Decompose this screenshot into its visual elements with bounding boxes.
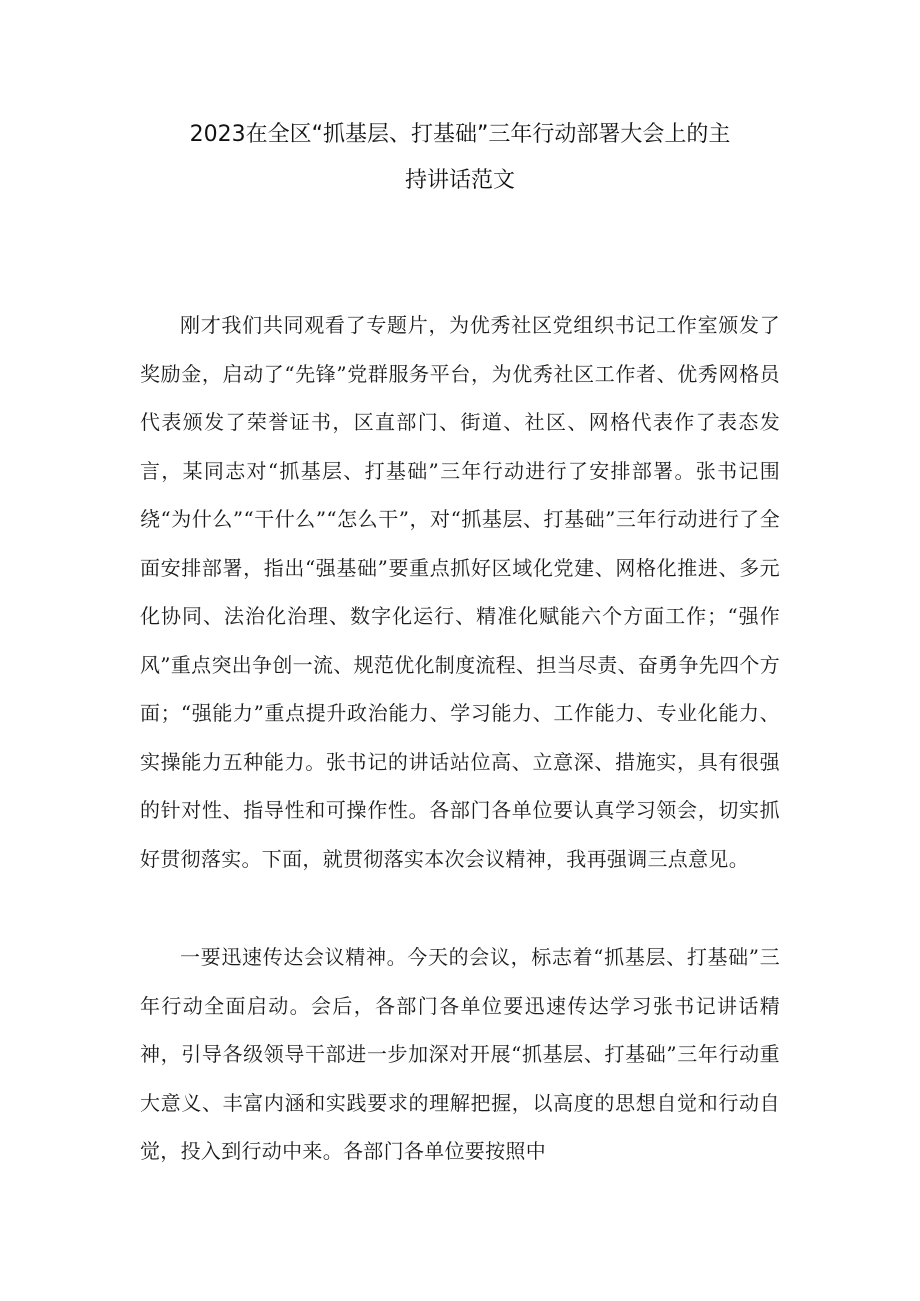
title-line-2: 持讲话范文 bbox=[404, 168, 515, 193]
body-paragraph-1: 刚才我们共同观看了专题片，为优秀社区党组织书记工作室颁发了奖励金，启动了“先锋”党群服务平台，为优秀社区工作者、优秀网格员代表颁发了荣誉证书，区直部门、街道、社区、网格代表作了表态发言，某同志对“抓基层、打基础”三年行动进行了安排部署。张书记围绕“为什么”“干什么”“怎么干”，对“抓基层、打基础”三年行动进行了全面安排部署，指出“强基础”要重点抓好区域化党建、网格化推进、多元化协同、法治化治理、数字化运行、精准化赋能六个方面工作；“强作风”重点突出争创一流、规范优化制度流程、担当尽责、奋勇争先四个方面；“强能力”重点提升政治能力、学习能力、工作能力、专业化能力、实操能力五种能力。张书记的讲话站位高、立意深、措施实，具有很强的针对性、指导性和可操作性。各部门各单位要认真学习领会，切实抓好贯彻落实。下面，就贯彻落实本次会议精神，我再强调三点意见。 bbox=[140, 313, 780, 871]
body-paragraph-2: 一要迅速传达会议精神。今天的会议，标志着“抓基层、打基础”三年行动全面启动。会后，各部门各单位要迅速传达学习张书记讲话精神，引导各级领导干部进一步加深对开展“抓基层、打基础”三年行动重大意义、丰富内涵和实践要求的理解把握，以高度的思想自觉和行动自觉，投入到行动中来。各部门各单位要按照中 bbox=[140, 945, 780, 1163]
document-title bbox=[140, 112, 780, 204]
title-line-1: 2023在全区“抓基层、打基础”三年行动部署大会上的主 bbox=[189, 122, 731, 147]
